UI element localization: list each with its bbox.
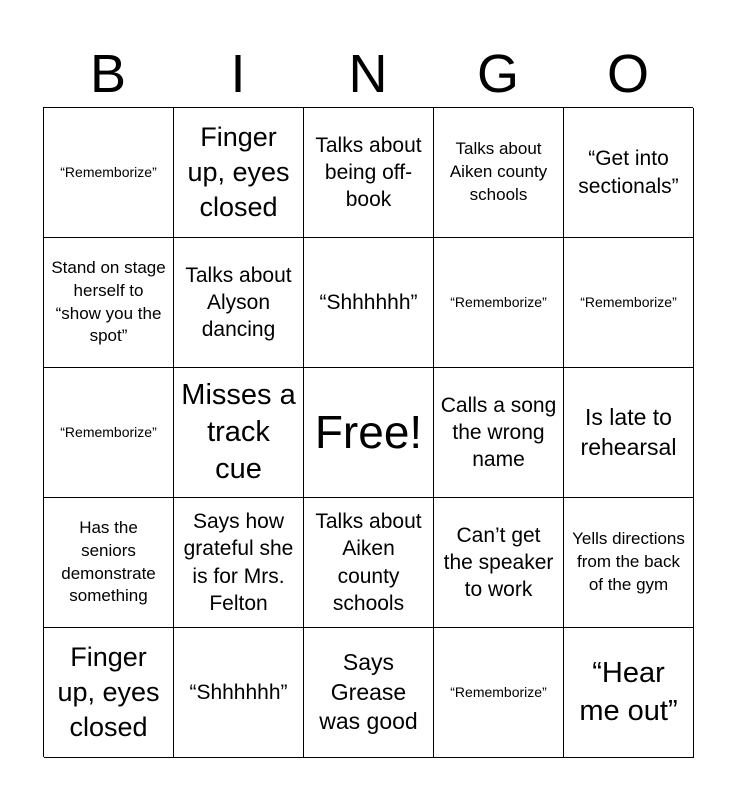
bingo-cell[interactable]: “Shhhhhh”	[174, 628, 304, 758]
bingo-cell[interactable]: “Shhhhhh”	[304, 238, 434, 368]
bingo-cell[interactable]: Finger up, eyes closed	[174, 108, 304, 238]
bingo-cell[interactable]: Misses a track cue	[174, 368, 304, 498]
bingo-cell[interactable]: “Rememborize”	[44, 368, 174, 498]
bingo-cell[interactable]: Finger up, eyes closed	[44, 628, 174, 758]
bingo-cell[interactable]: “Rememborize”	[44, 108, 174, 238]
header-letter-o: O	[606, 44, 649, 104]
bingo-cell[interactable]: “Rememborize”	[564, 238, 694, 368]
header-letter-b: B	[89, 44, 127, 104]
bingo-cell[interactable]: Talks about Aiken county schools	[304, 498, 434, 628]
bingo-cell[interactable]: Can’t get the speaker to work	[434, 498, 564, 628]
bingo-cell[interactable]: Is late to rehearsal	[564, 368, 694, 498]
bingo-cell[interactable]: Calls a song the wrong name	[434, 368, 564, 498]
bingo-cell[interactable]: Says Grease was good	[304, 628, 434, 758]
bingo-cell[interactable]: “Rememborize”	[434, 238, 564, 368]
bingo-cell[interactable]: Talks about Aiken county schools	[434, 108, 564, 238]
bingo-cell[interactable]: “Get into sectionals”	[564, 108, 694, 238]
bingo-cell[interactable]: “Rememborize”	[434, 628, 564, 758]
bingo-cell[interactable]: Talks about Alyson dancing	[174, 238, 304, 368]
header-letter-g: G	[476, 44, 519, 104]
bingo-card-grid	[43, 107, 693, 757]
free-space-cell[interactable]: Free!	[304, 368, 434, 498]
bingo-cell[interactable]: “Hear me out”	[564, 628, 694, 758]
bingo-cell[interactable]: Yells directions from the back of the gym	[564, 498, 694, 628]
header-letter-n: N	[348, 44, 388, 104]
bingo-cell[interactable]: Has the seniors demonstrate something	[44, 498, 174, 628]
bingo-header	[43, 40, 693, 108]
bingo-cell[interactable]: Talks about being off-book	[304, 108, 434, 238]
bingo-cell[interactable]: Says how grateful she is for Mrs. Felton	[174, 498, 304, 628]
header-letter-i: I	[230, 44, 246, 104]
bingo-cell[interactable]: Stand on stage herself to “show you the spot”	[44, 238, 174, 368]
